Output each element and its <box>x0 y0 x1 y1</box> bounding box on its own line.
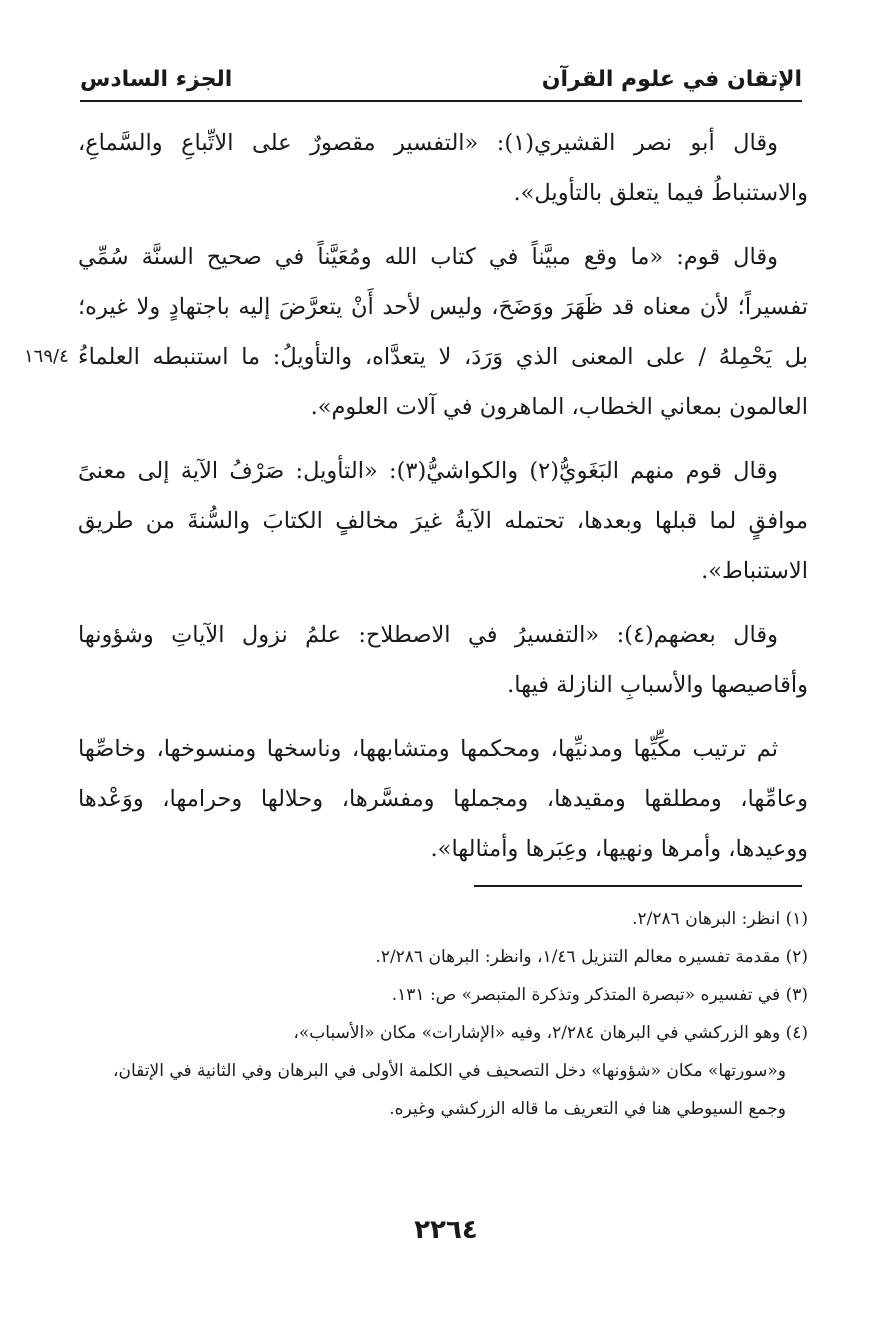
footnote-4-continued: و«سورتها» مكان «شؤونها» دخل التصحيف في الكلمة الأولى في البرهان وفي الثانية في الإتقان، وجمع السيوطي هنا في التعريف ما قاله الزركشي وغيره. <box>113 1061 786 1119</box>
margin-page-reference: ١٦٩/٤ <box>24 346 69 367</box>
paragraph-qawm: وقال قوم: «ما وقع مبيَّناً في كتاب الله ومُعَيَّناً في صحيح السنَّة سُمِّي تفسيراً؛ لأن معناه قد ظَهَرَ ووَضَحَ، وليس لأحد أَنْ يتعرَّضَ إليه باجتهادٍ ولا غيره؛ بل يَحْمِلهُ / على المعنى الذي وَرَدَ، لا يتعدَّاه، والتأويلُ: ما استنبطه العلماءُ العالمون بمعاني الخطاب، الماهرون في آلات العلوم». <box>78 244 808 420</box>
paragraph-istilah: وقال بعضهم(٤): «التفسيرُ في الاصطلاح: علمُ نزول الآياتِ وشؤونها وأقاصيصها والأسبابِ النازلة فيها. <box>78 622 808 698</box>
footnote-1: (١) انظر: البرهان ٢/٢٨٦. <box>632 909 808 929</box>
footnote-4: (٤) وهو الزركشي في البرهان ٢/٢٨٤، وفيه «الإشارات» مكان «الأسباب»، <box>293 1023 808 1043</box>
paragraph-tartib: ثم ترتيب مكِّيِّها ومدنيِّها، ومحكمها ومتشابهها، وناسخها ومنسوخها، وخاصِّها وعامِّها، ومطلقها ومقيدها، ومجملها ومفسَّرها، وحلالها وحرامها، ووَعْدها ووعيدها، وأمرها ونهيها، وعِبَرها وأمثالها». <box>78 736 808 862</box>
main-text <box>78 118 808 874</box>
header-divider <box>80 100 802 102</box>
footnotes <box>78 900 808 1128</box>
footnote-3: (٣) في تفسيره «تبصرة المتذكر وتذكرة المتبصر» ص: ١٣١. <box>391 985 808 1005</box>
footnote-divider <box>474 885 802 887</box>
volume-label: الجزء السادس <box>80 67 233 92</box>
running-header <box>80 52 802 92</box>
paragraph-baghawi: وقال قوم منهم البَغَويُّ(٢) والكواشيُّ(٣): «التأويل: صَرْفُ الآية إلى معنىً موافقٍ لما قبلها وبعدها، تحتمله الآيةُ غيرَ مخالفٍ الكتابَ والسُّنةَ من طريق الاستنباط». <box>78 458 808 584</box>
footnote-2: (٢) مقدمة تفسيره معالم التنزيل ١/٤٦، وانظر: البرهان ٢/٢٨٦. <box>375 947 808 967</box>
paragraph-qushayri: وقال أبو نصر القشيري(١): «التفسير مقصورٌ على الاتِّباعِ والسَّماعِ، والاستنباطُ فيما يتعلق بالتأويل». <box>78 130 808 206</box>
book-title: الإتقان في علوم القرآن <box>541 67 802 92</box>
page-number: ٢٢٦٤ <box>414 1215 478 1245</box>
